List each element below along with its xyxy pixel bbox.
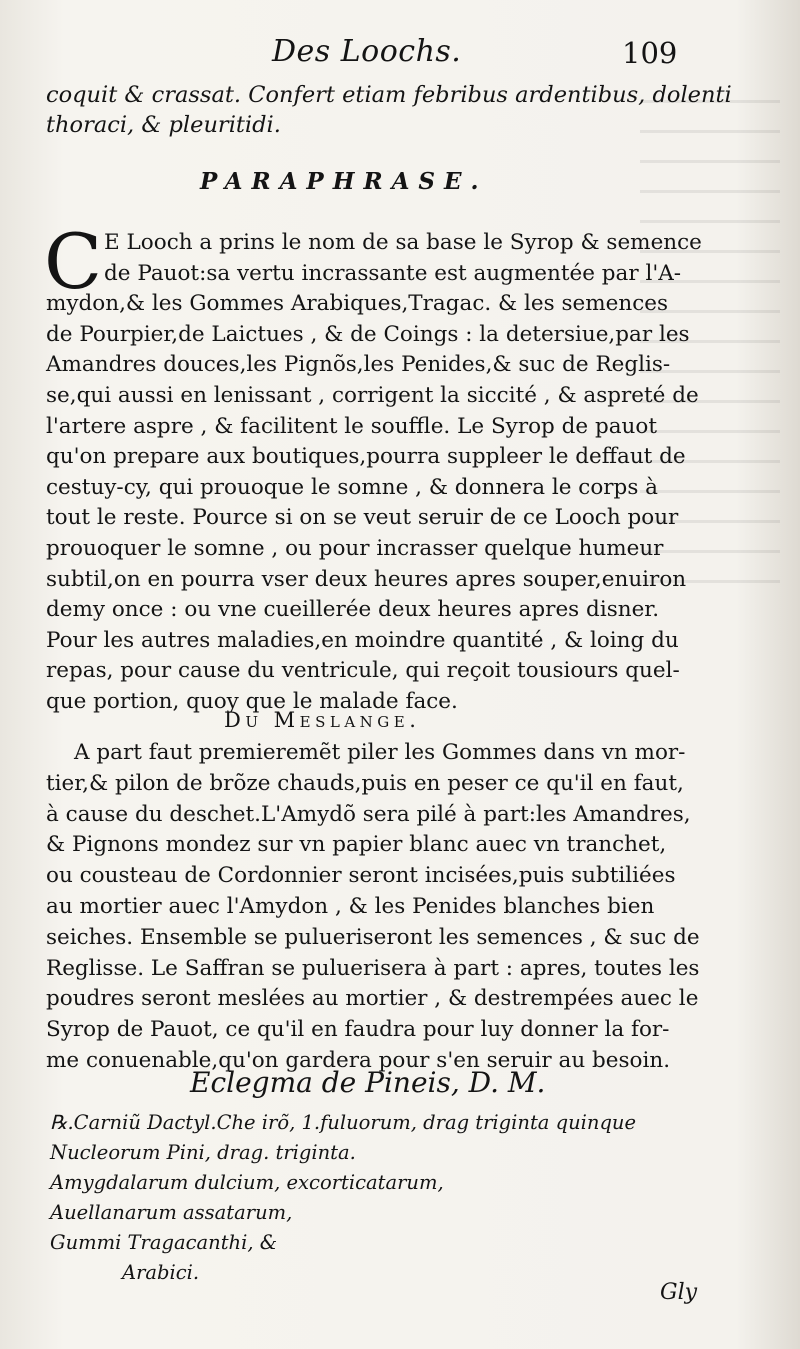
text-line: Pour les autres maladies,en moindre quantité , & loing du — [46, 627, 679, 653]
text-line: de Pauot:sa vertu incrassante est augmentée par l'A- — [104, 260, 682, 286]
text-line: Syrop de Pauot, ce qu'il en faudra pour luy donner la for- — [46, 1017, 670, 1043]
text-line: repas, pour cause du ventricule, qui reçoit tousiours quel- — [46, 658, 680, 684]
text-line: Reglisse. Le Saffran se puluerisera à part : apres, toutes les — [46, 955, 700, 981]
recipe-ingredients — [50, 1108, 636, 1288]
paraphrase-paragraph — [46, 228, 706, 718]
text-line: A part faut premieremẽt piler les Gommes dans vn mor- — [74, 740, 686, 765]
continuation-text — [46, 80, 732, 140]
recipe-title: Eclegma de Pineis, D. M. — [190, 1066, 546, 1099]
text-line: Amandres douces,les Pignõs,les Penides,& suc de Reglis- — [46, 352, 671, 378]
text-line: & Pignons mondez sur vn papier blanc auec vn tranchet, — [46, 832, 667, 858]
ingredient-line: Arabici. — [122, 1261, 200, 1284]
text-line: demy once : ou vne cueillerée deux heures apres disner. — [46, 597, 660, 623]
ingredient-line: Gummi Tragacanthi, & — [50, 1231, 278, 1254]
text-line: coquit & crassat. Confert etiam febribus ardentibus, dolenti — [46, 82, 732, 108]
page-number: 109 — [622, 36, 678, 70]
section-heading-meslange: Du Meslange. — [224, 708, 421, 732]
text-line: au mortier auec l'Amydon , & les Penides blanches bien — [46, 893, 655, 919]
catchword: Gly — [660, 1280, 698, 1305]
text-line: qu'on prepare aux boutiques,pourra suppleer le deffaut de — [46, 444, 686, 470]
meslange-paragraph — [46, 738, 706, 1077]
text-line: de Pourpier,de Laictues , & de Coings : la detersiue,par les — [46, 321, 690, 347]
text-line: que portion, quoy que le malade face. — [46, 688, 458, 714]
drop-cap: C — [44, 217, 103, 306]
text-line: se,qui aussi en lenissant , corrigent la siccité , & aspreté de — [46, 382, 699, 408]
text-line: mydon,& les Gommes Arabiques,Tragac. & les semences — [46, 291, 668, 317]
text-line: cestuy-cy, qui prouoque le somne , & donnera le corps à — [46, 474, 659, 500]
text-line: à cause du deschet.L'Amydõ sera pilé à part:les Amandres, — [46, 801, 691, 827]
text-line: tier,& pilon de brõze chauds,puis en peser ce qu'il en faut, — [46, 770, 684, 796]
text-line: poudres seront meslées au mortier , & destrempées auec le — [46, 986, 699, 1012]
text-line: seiches. Ensemble se pulueriseront les semences , & suc de — [46, 924, 700, 950]
text-line: ou cousteau de Cordonnier seront incisées,puis subtiliées — [46, 863, 676, 889]
text-line: subtil,on en pourra vser deux heures apres souper,enuiron — [46, 566, 687, 592]
text-line: thoraci, & pleuritidi. — [46, 112, 281, 138]
running-title: Des Loochs. — [272, 34, 462, 69]
text-line: l'artere aspre , & facilitent le souffle. Le Syrop de pauot — [46, 413, 657, 439]
text-line: E Looch a prins le nom de sa base le Syrop & semence — [104, 230, 702, 255]
ingredient-line: Nucleorum Pini, drag. triginta. — [50, 1141, 356, 1164]
text-line: me conuenable,qu'on gardera pour s'en seruir au besoin. — [46, 1047, 671, 1073]
section-heading-paraphrase: PARAPHRASE. — [200, 168, 488, 195]
ingredient-line: Amygdalarum dulcium, excorticatarum, — [50, 1171, 444, 1194]
ingredient-line: Auellanarum assatarum, — [50, 1201, 293, 1224]
text-line: prouoquer le somne , ou pour incrasser quelque humeur — [46, 535, 664, 561]
ingredient-line: ℞.Carniũ Dactyl.Che irõ, 1.fuluorum, drag triginta quinque — [50, 1111, 637, 1134]
running-head — [0, 34, 800, 74]
text-line: tout le reste. Pource si on se veut seruir de ce Looch pour — [46, 505, 679, 531]
